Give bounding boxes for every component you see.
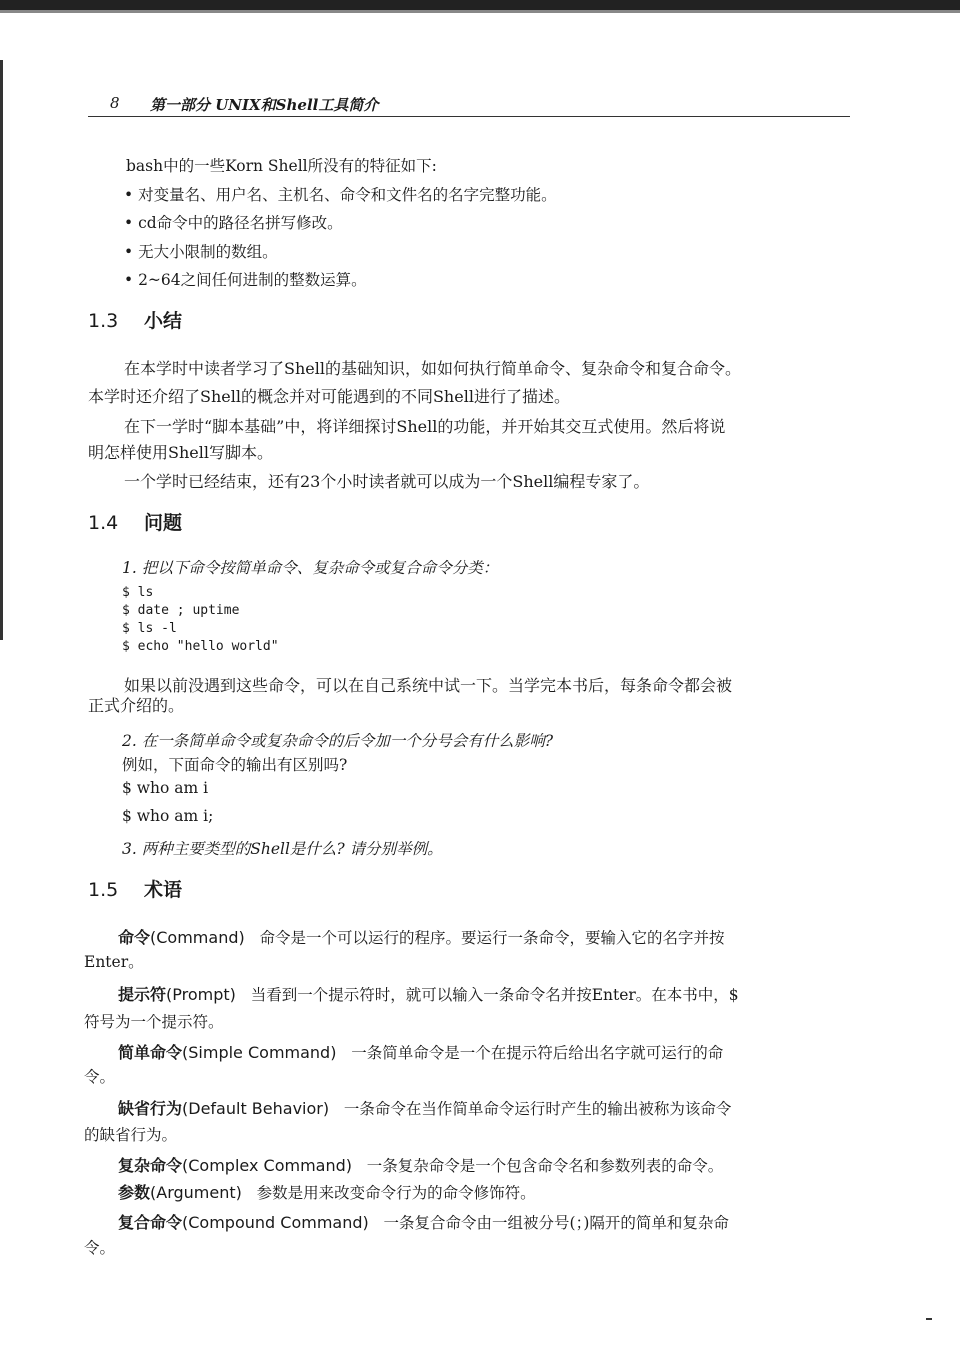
code-line: $ ls -l	[122, 621, 177, 636]
top-scan-shadow	[0, 10, 960, 13]
term-entry	[118, 925, 725, 948]
term-definition-cont: 的缺省行为。	[84, 1126, 178, 1144]
code-line: $ date ; uptime	[122, 603, 240, 618]
section-number: 1.3	[88, 310, 119, 332]
section-number: 1.4	[88, 512, 119, 534]
term-definition-cont: Enter。	[84, 953, 144, 971]
section-heading-questions	[88, 508, 182, 535]
summary-line: 明怎样使用Shell写脚本。	[88, 443, 273, 462]
intro-bullet: • 无大小限制的数组。	[124, 243, 278, 261]
question-1-note: 如果以前没遇到这些命令，可以在自己系统中试一下。当学完本书后，每条命令都会被	[124, 676, 733, 695]
scan-mark	[926, 1318, 932, 1320]
term-name: 缺省行为(Default Behavior)	[118, 1099, 330, 1118]
term-definition: 参数是用来改变命令行为的命令修饰符。	[256, 1184, 536, 1202]
term-name: 复杂命令(Complex Command)	[118, 1156, 352, 1175]
summary-line: 在下一学时“脚本基础”中，将详细探讨Shell的功能，并开始其交互式使用。然后将说	[124, 417, 726, 436]
section-heading-terms	[88, 875, 182, 902]
term-entry	[118, 1153, 723, 1176]
section-title: 问题	[144, 512, 183, 534]
code-line: $ echo "hello world"	[122, 639, 279, 654]
summary-line: 本学时还介绍了Shell的概念并对可能遇到的不同Shell进行了描述。	[88, 387, 570, 406]
intro-bullet: • 2~64之间任何进制的整数运算。	[124, 271, 367, 289]
term-definition: 一条复杂命令是一个包含命令名和参数列表的命令。	[366, 1157, 724, 1175]
term-definition: 一条复合命令由一组被分号(；)隔开的简单和复杂命	[383, 1214, 729, 1232]
term-name: 复合命令(Compound Command)	[118, 1213, 369, 1232]
section-title: 术语	[144, 879, 183, 901]
question-1-note: 正式介绍的。	[88, 696, 185, 715]
term-entry	[118, 1096, 731, 1119]
term-definition: 命令是一个可以运行的程序。要运行一条命令，要输入它的名字并按	[259, 929, 725, 947]
term-definition: 当看到一个提示符时，就可以输入一条命令名并按Enter。在本书中，$	[250, 986, 739, 1004]
summary-line: 一个学时已经结束，还有23个小时读者就可以成为一个Shell编程专家了。	[124, 472, 650, 491]
left-scan-edge	[0, 60, 3, 640]
term-definition-cont: 令。	[84, 1239, 116, 1257]
term-entry	[118, 1040, 723, 1063]
running-title: 第一部分 UNIX和Shell工具简介	[150, 96, 379, 114]
term-definition: 一条命令在当作简单命令运行时产生的输出被称为该命令	[343, 1100, 732, 1118]
term-name: 简单命令(Simple Command)	[118, 1043, 337, 1062]
term-definition: 一条简单命令是一个在提示符后给出名字就可运行的命	[351, 1044, 724, 1062]
term-entry	[118, 1210, 729, 1233]
section-title: 小结	[144, 310, 183, 332]
term-name: 命令(Command)	[118, 928, 245, 947]
intro-bullet: • 对变量名、用户名、主机名、命令和文件名的名字完整功能。	[124, 186, 557, 204]
question-2: 2. 在一条简单命令或复杂命令的后令加一个分号会有什么影响?	[122, 732, 554, 750]
code-line: $ ls	[122, 585, 154, 600]
term-definition-cont: 令。	[84, 1068, 116, 1086]
question-2-example: 例如，下面命令的输出有区别吗?	[122, 756, 348, 774]
term-definition-cont: 符号为一个提示符。	[84, 1013, 224, 1031]
question-1: 1. 把以下命令按简单命令、复杂命令或复合命令分类：	[122, 559, 499, 577]
example-command: $ who am i	[122, 779, 209, 797]
page-header	[88, 94, 850, 117]
term-entry	[118, 1180, 536, 1203]
top-scan-border	[0, 0, 960, 10]
intro-lead: bash中的一些Korn Shell所没有的特征如下:	[126, 157, 437, 175]
term-name: 参数(Argument)	[118, 1183, 242, 1202]
page-number: 8	[110, 94, 120, 112]
term-name: 提示符(Prompt)	[118, 985, 236, 1004]
question-3: 3. 两种主要类型的Shell是什么? 请分别举例。	[122, 840, 443, 858]
section-number: 1.5	[88, 879, 119, 901]
term-entry	[118, 982, 739, 1005]
intro-bullet: • cd命令中的路径名拼写修改。	[124, 214, 343, 232]
section-heading-summary	[88, 306, 182, 333]
summary-line: 在本学时中读者学习了Shell的基础知识，如如何执行简单命令、复杂命令和复合命令。	[124, 359, 741, 378]
example-command: $ who am i;	[122, 807, 214, 825]
